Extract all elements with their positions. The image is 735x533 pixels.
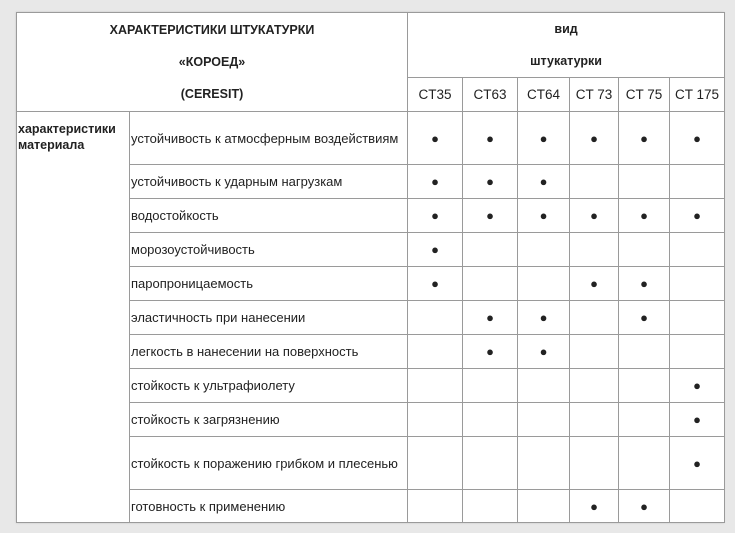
empty-cell — [619, 233, 670, 267]
property-label: устойчивость к ударным нагрузкам — [130, 165, 408, 199]
property-label: стойкость к загрязнению — [130, 403, 408, 437]
bullet-mark: ● — [670, 112, 725, 165]
bullet-mark: ● — [518, 301, 570, 335]
bullet-mark: ● — [463, 199, 518, 233]
empty-cell — [670, 165, 725, 199]
table-row — [17, 112, 725, 165]
property-label: эластичность при нанесении — [130, 301, 408, 335]
empty-cell — [619, 335, 670, 369]
empty-cell — [619, 165, 670, 199]
table-title — [17, 13, 408, 112]
bullet-mark: ● — [670, 403, 725, 437]
empty-cell — [619, 369, 670, 403]
empty-cell — [408, 369, 463, 403]
property-label: устойчивость к атмосферным воздействиям — [130, 112, 408, 165]
bullet-mark: ● — [518, 199, 570, 233]
title-line: ХАРАКТЕРИСТИКИ ШТУКАТУРКИ — [109, 23, 315, 37]
bullet-mark: ● — [670, 369, 725, 403]
empty-cell — [570, 437, 619, 490]
empty-cell — [408, 335, 463, 369]
bullet-mark: ● — [619, 199, 670, 233]
bullet-mark: ● — [619, 267, 670, 301]
empty-cell — [408, 490, 463, 523]
bullet-mark: ● — [463, 335, 518, 369]
empty-cell — [463, 369, 518, 403]
bullet-mark: ● — [408, 199, 463, 233]
bullet-mark: ● — [570, 267, 619, 301]
plaster-characteristics-table — [16, 12, 725, 523]
empty-cell — [518, 403, 570, 437]
bullet-mark: ● — [408, 233, 463, 267]
empty-cell — [518, 233, 570, 267]
bullet-mark: ● — [408, 267, 463, 301]
empty-cell — [570, 233, 619, 267]
bullet-mark: ● — [619, 301, 670, 335]
empty-cell — [518, 490, 570, 523]
group-label: характеристики материала — [17, 112, 130, 523]
empty-cell — [463, 437, 518, 490]
empty-cell — [670, 335, 725, 369]
plaster-type-header — [408, 13, 725, 78]
bullet-mark: ● — [570, 490, 619, 523]
empty-cell — [463, 490, 518, 523]
column-header: CT64 — [518, 78, 570, 112]
type-header-line: штукатурки — [530, 54, 602, 68]
empty-cell — [518, 369, 570, 403]
property-label: легкость в нанесении на поверхность — [130, 335, 408, 369]
bullet-mark: ● — [463, 301, 518, 335]
title-line: (CERESIT) — [180, 87, 244, 101]
plaster-comparison-sheet — [16, 12, 724, 523]
bullet-mark: ● — [518, 112, 570, 165]
column-header: CT 75 — [619, 78, 670, 112]
empty-cell — [619, 437, 670, 490]
empty-cell — [518, 267, 570, 301]
bullet-mark: ● — [408, 112, 463, 165]
bullet-mark: ● — [670, 199, 725, 233]
empty-cell — [518, 437, 570, 490]
empty-cell — [408, 437, 463, 490]
empty-cell — [670, 490, 725, 523]
bullet-mark: ● — [463, 112, 518, 165]
title-line: «КОРОЕД» — [178, 55, 246, 69]
empty-cell — [570, 369, 619, 403]
bullet-mark: ● — [408, 165, 463, 199]
property-label: готовность к применению — [130, 490, 408, 523]
column-header: CT 175 — [670, 78, 725, 112]
empty-cell — [570, 165, 619, 199]
empty-cell — [570, 403, 619, 437]
empty-cell — [570, 301, 619, 335]
empty-cell — [570, 335, 619, 369]
empty-cell — [408, 403, 463, 437]
property-label: водостойкость — [130, 199, 408, 233]
empty-cell — [463, 403, 518, 437]
column-header: CT35 — [408, 78, 463, 112]
bullet-mark: ● — [619, 490, 670, 523]
bullet-mark: ● — [463, 165, 518, 199]
column-header: CT63 — [463, 78, 518, 112]
bullet-mark: ● — [570, 112, 619, 165]
bullet-mark: ● — [619, 112, 670, 165]
column-header: CT 73 — [570, 78, 619, 112]
property-label: морозоустойчивость — [130, 233, 408, 267]
bullet-mark: ● — [670, 437, 725, 490]
property-label: стойкость к ультрафиолету — [130, 369, 408, 403]
bullet-mark: ● — [518, 335, 570, 369]
property-label: паропроницаемость — [130, 267, 408, 301]
empty-cell — [670, 301, 725, 335]
type-header-line: вид — [554, 22, 578, 36]
empty-cell — [670, 233, 725, 267]
empty-cell — [408, 301, 463, 335]
empty-cell — [619, 403, 670, 437]
empty-cell — [670, 267, 725, 301]
empty-cell — [463, 267, 518, 301]
bullet-mark: ● — [518, 165, 570, 199]
property-label: стойкость к поражению грибком и плесенью — [130, 437, 408, 490]
bullet-mark: ● — [570, 199, 619, 233]
empty-cell — [463, 233, 518, 267]
